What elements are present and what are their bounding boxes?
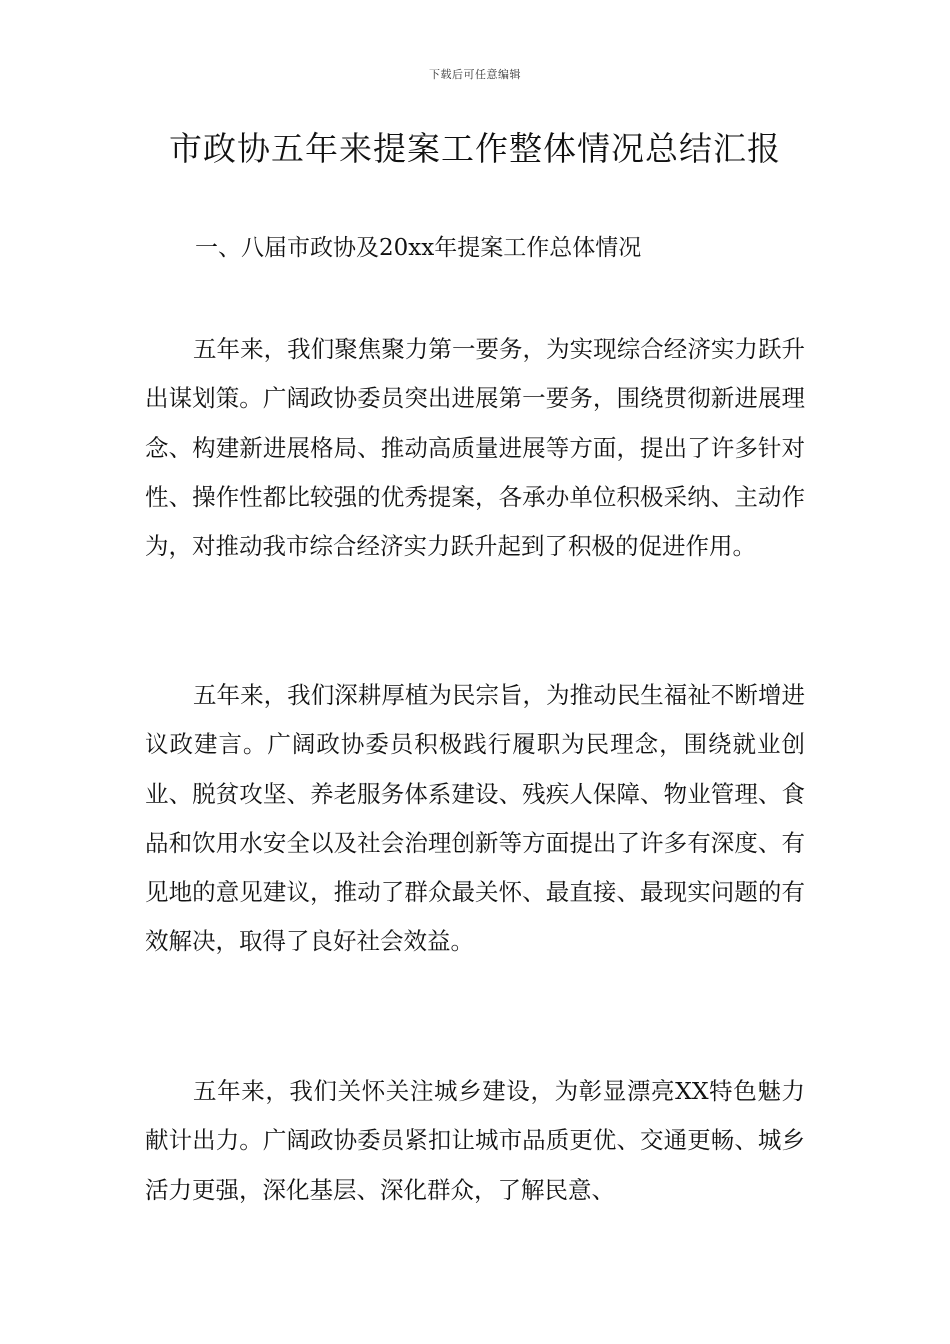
header-note: 下载后可任意编辑	[429, 68, 521, 81]
body-paragraph: 五年来，我们关怀关注城乡建设，为彰显漂亮XX特色魅力献计出力。广阔政协委员紧扣让城市品质更优、交通更畅、城乡活力更强，深化基层、深化群众，了解民意、	[145, 1077, 805, 1204]
document-title: 市政协五年来提案工作整体情况总结汇报	[169, 129, 781, 168]
body-paragraph: 五年来，我们深耕厚植为民宗旨，为推动民生福祉不断增进议政建言。广阔政协委员积极践行履职为民理念，围绕就业创业、脱贫攻坚、养老服务体系建设、残疾人保障、物业管理、食品和饮用水安全以及社会治理创新等方面提出了许多有深度、有见地的意见建议，推动了群众最关怀、最直接、最现实问题的有效解决，取得了良好社会效益。	[145, 681, 805, 956]
section-heading: 一、八届市政协及20xx年提案工作总体情况	[195, 235, 642, 261]
body-paragraph: 五年来，我们聚焦聚力第一要务，为实现综合经济实力跃升出谋划策。广阔政协委员突出进展第一要务，围绕贯彻新进展理念、构建新进展格局、推动高质量进展等方面，提出了许多针对性、操作性都比较强的优秀提案，各承办单位积极采纳、主动作为，对推动我市综合经济实力跃升起到了积极的促进作用。	[145, 335, 805, 561]
